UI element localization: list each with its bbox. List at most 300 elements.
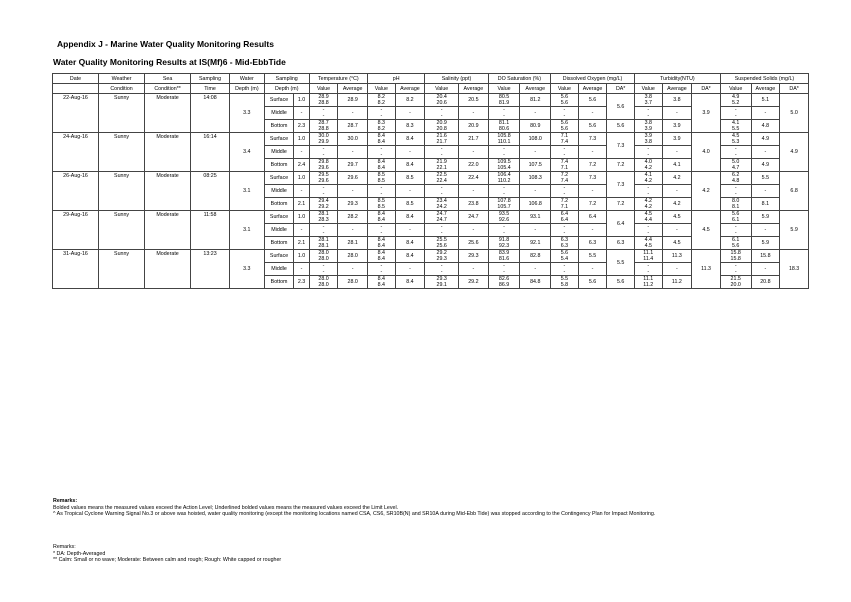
reading-value: 8.4 <box>377 276 385 282</box>
ph-values <box>368 237 396 250</box>
ph-average: 8.4 <box>395 159 425 172</box>
reading-value: 29.2 <box>436 250 447 256</box>
sampling-level-cell: Middle <box>264 263 294 276</box>
column-subheader: Average <box>338 84 368 94</box>
reading-value: 7.1 <box>560 204 569 210</box>
suspended-solids-values <box>720 185 751 198</box>
turbidity-da: 4.5 <box>692 211 721 250</box>
reading-value: - <box>647 146 650 152</box>
reading-value: 3.8 <box>644 120 652 126</box>
salinity-values <box>425 224 459 237</box>
column-subheader <box>53 84 99 94</box>
reading-value: 110.1 <box>497 139 511 145</box>
reading-value: 91.8 <box>498 237 510 243</box>
reading-value: 29.9 <box>318 139 329 145</box>
reading-value: - <box>440 230 443 236</box>
temperature-average: - <box>338 146 368 159</box>
reading-value: - <box>647 263 650 269</box>
reading-value: - <box>380 113 383 119</box>
weather-cell: Sunny <box>99 211 145 250</box>
do-saturation-average: - <box>520 146 551 159</box>
reading-value: 4.2 <box>644 198 652 204</box>
remarks-line: Bolded values means the measured values exceed the Action Level; Underlined bolded values means the measured values exceed the Limit Level. <box>53 504 399 511</box>
temperature-average: - <box>338 263 368 276</box>
reading-value: 29.5 <box>318 172 329 178</box>
reading-value: 4.1 <box>644 172 652 178</box>
dissolved-oxygen-average: - <box>578 146 607 159</box>
do-saturation-average: 108.0 <box>520 133 551 146</box>
dissolved-oxygen-values <box>551 107 579 120</box>
sampling-depth-cell: - <box>294 263 309 276</box>
suspended-solids-values <box>720 133 751 146</box>
turbidity-da: 4.0 <box>692 133 721 172</box>
suspended-solids-da: 4.9 <box>780 133 809 172</box>
sampling-time-cell: 14:08 <box>191 94 230 133</box>
salinity-average: 22.0 <box>459 159 489 172</box>
reading-value: 83.9 <box>498 250 510 256</box>
dissolved-oxygen-bottom: 6.3 <box>607 237 635 250</box>
weather-cell: Sunny <box>99 172 145 211</box>
reading-value: 7.4 <box>560 178 569 184</box>
reading-value: 29.6 <box>318 178 329 184</box>
suspended-solids-average: 8.1 <box>751 198 780 211</box>
dissolved-oxygen-bottom: 5.6 <box>607 120 635 133</box>
suspended-solids-values <box>720 172 751 185</box>
sampling-depth-cell: - <box>294 146 309 159</box>
do-saturation-values <box>488 146 520 159</box>
salinity-values <box>425 107 459 120</box>
sampling-depth-cell: - <box>294 224 309 237</box>
temperature-values <box>309 120 338 133</box>
suspended-solids-average: 5.9 <box>751 211 780 224</box>
salinity-values <box>425 211 459 224</box>
turbidity-values <box>634 159 662 172</box>
temperature-values <box>309 263 338 276</box>
do-saturation-values <box>488 237 520 250</box>
sampling-level-cell: Middle <box>264 107 294 120</box>
reading-value: 7.1 <box>560 133 569 139</box>
reading-value: 7.4 <box>560 139 569 145</box>
reading-value: - <box>440 224 443 230</box>
reading-value: - <box>647 191 650 197</box>
reading-value: 29.1 <box>436 282 447 288</box>
date-cell: 29-Aug-16 <box>53 211 99 250</box>
reading-value: 8.4 <box>377 211 385 217</box>
sampling-level-cell: Surface <box>264 133 294 146</box>
suspended-solids-values <box>720 276 751 289</box>
dissolved-oxygen-average: 6.4 <box>578 211 607 224</box>
suspended-solids-values <box>720 94 751 107</box>
turbidity-values <box>634 172 662 185</box>
sea-condition-cell: Moderate <box>145 133 191 172</box>
temperature-values <box>309 211 338 224</box>
reading-value: 81.1 <box>498 120 510 126</box>
dissolved-oxygen-average: 5.5 <box>578 250 607 263</box>
remarks-line: * DA: Depth-Averaged <box>53 550 106 557</box>
do-saturation-values <box>488 172 520 185</box>
column-subheader: Average <box>459 84 489 94</box>
salinity-values <box>425 159 459 172</box>
ph-values <box>368 263 396 276</box>
date-cell: 22-Aug-16 <box>53 94 99 133</box>
dissolved-oxygen-values <box>551 185 579 198</box>
salinity-values <box>425 198 459 211</box>
turbidity-average: 11.2 <box>662 276 692 289</box>
turbidity-values <box>634 185 662 198</box>
do-saturation-values <box>488 224 520 237</box>
dissolved-oxygen-average: - <box>578 263 607 276</box>
reading-value: 28.1 <box>318 237 329 243</box>
suspended-solids-values <box>720 237 751 250</box>
reading-value: 8.4 <box>377 237 385 243</box>
reading-value: 22.4 <box>436 178 447 184</box>
dissolved-oxygen-average: 7.3 <box>578 133 607 146</box>
reading-value: 80.5 <box>498 94 510 100</box>
sampling-level-cell: Bottom <box>264 159 294 172</box>
reading-value: 8.2 <box>377 94 385 100</box>
date-cell: 24-Aug-16 <box>53 133 99 172</box>
reading-value: - <box>440 152 443 158</box>
column-subheader: Time <box>191 84 230 94</box>
reading-value: 28.8 <box>318 100 329 106</box>
do-saturation-values <box>488 263 520 276</box>
reading-value: 22.1 <box>436 165 447 171</box>
sampling-level-cell: Surface <box>264 250 294 263</box>
salinity-values <box>425 133 459 146</box>
do-saturation-average: - <box>520 224 551 237</box>
do-saturation-average: - <box>520 185 551 198</box>
reading-value: 81.9 <box>498 100 510 106</box>
reading-value: - <box>440 146 443 152</box>
remarks-title: Remarks: <box>53 544 76 550</box>
dissolved-oxygen-average: 5.6 <box>578 120 607 133</box>
dissolved-oxygen-values <box>551 133 579 146</box>
reading-value: - <box>503 191 505 197</box>
column-subheader: Value <box>551 84 579 94</box>
dissolved-oxygen-values <box>551 159 579 172</box>
salinity-average: 20.9 <box>459 120 489 133</box>
reading-value: 4.5 <box>644 211 652 217</box>
table-row <box>53 94 809 107</box>
temperature-values <box>309 185 338 198</box>
reading-value: - <box>322 230 325 236</box>
reading-value: - <box>322 185 325 191</box>
turbidity-average: 4.5 <box>662 211 692 224</box>
ph-values <box>368 198 396 211</box>
salinity-average: 22.4 <box>459 172 489 185</box>
reading-value: 29.3 <box>436 256 447 262</box>
reading-value: 8.0 <box>732 198 740 204</box>
column-subheader: Condition** <box>145 84 191 94</box>
suspended-solids-average: 4.8 <box>751 120 780 133</box>
suspended-solids-average: - <box>751 263 780 276</box>
column-subheader: Value <box>488 84 520 94</box>
reading-value: 4.0 <box>644 159 652 165</box>
temperature-values <box>309 133 338 146</box>
reading-value: 4.1 <box>732 120 740 126</box>
salinity-values <box>425 120 459 133</box>
reading-value: 11.1 <box>643 276 654 282</box>
suspended-solids-da: 6.8 <box>780 172 809 211</box>
turbidity-average: - <box>662 107 692 120</box>
suspended-solids-average: - <box>751 146 780 159</box>
salinity-average: 21.7 <box>459 133 489 146</box>
remarks-block <box>53 498 655 518</box>
reading-value: 5.3 <box>732 139 740 145</box>
suspended-solids-average: - <box>751 185 780 198</box>
reading-value: 6.2 <box>732 172 740 178</box>
reading-value: 4.2 <box>644 178 652 184</box>
reading-value: 28.3 <box>318 217 329 223</box>
sampling-depth-cell: 1.0 <box>294 94 309 107</box>
reading-value: 3.9 <box>644 126 652 132</box>
suspended-solids-average: 15.8 <box>751 250 780 263</box>
reading-value: 6.4 <box>560 211 569 217</box>
turbidity-values <box>634 224 662 237</box>
reading-value: 8.4 <box>377 217 385 223</box>
water-depth-cell: 3.3 <box>229 94 264 133</box>
sampling-level-cell: Surface <box>264 211 294 224</box>
ph-values <box>368 211 396 224</box>
temperature-average: 29.6 <box>338 172 368 185</box>
reading-value: - <box>440 107 443 113</box>
reading-value: - <box>322 191 325 197</box>
salinity-average: 29.2 <box>459 276 489 289</box>
temperature-values <box>309 172 338 185</box>
turbidity-values <box>634 250 662 263</box>
reading-value: - <box>647 224 650 230</box>
reading-value: 8.4 <box>377 282 385 288</box>
do-saturation-values <box>488 107 520 120</box>
dissolved-oxygen-average: 7.2 <box>578 198 607 211</box>
reading-value: 24.7 <box>436 211 447 217</box>
sampling-level-cell: Middle <box>264 146 294 159</box>
reading-value: 29.6 <box>318 165 329 171</box>
suspended-solids-values <box>720 107 751 120</box>
column-header: Dissolved Oxygen (mg/L) <box>551 74 635 84</box>
reading-value: 5.5 <box>560 276 569 282</box>
reading-value: 3.8 <box>644 94 652 100</box>
turbidity-average: 4.2 <box>662 172 692 185</box>
salinity-average: - <box>459 263 489 276</box>
reading-value: 5.6 <box>560 120 569 126</box>
reading-value: - <box>563 224 566 230</box>
sampling-level-cell: Bottom <box>264 120 294 133</box>
reading-value: - <box>734 224 737 230</box>
dissolved-oxygen-average: 5.6 <box>578 94 607 107</box>
do-saturation-average: 108.3 <box>520 172 551 185</box>
water-quality-table <box>52 73 809 289</box>
suspended-solids-da: 18.3 <box>780 250 809 289</box>
reading-value: 7.2 <box>560 198 569 204</box>
sea-condition-cell: Moderate <box>145 211 191 250</box>
reading-value: 11.4 <box>643 256 654 262</box>
dissolved-oxygen-average: 7.3 <box>578 172 607 185</box>
reading-value: - <box>563 107 566 113</box>
sea-condition-cell: Moderate <box>145 94 191 133</box>
turbidity-average: - <box>662 224 692 237</box>
column-header: pH <box>368 74 425 84</box>
turbidity-average: 3.9 <box>662 133 692 146</box>
reading-value: 8.4 <box>377 139 385 145</box>
table-row <box>53 133 809 146</box>
column-subheader: Value <box>309 84 338 94</box>
column-subheader: DA* <box>780 84 809 94</box>
reading-value: 29.8 <box>318 159 329 165</box>
table-row <box>53 250 809 263</box>
temperature-values <box>309 276 338 289</box>
turbidity-da: 4.2 <box>692 172 721 211</box>
salinity-average: - <box>459 224 489 237</box>
reading-value: - <box>322 263 325 269</box>
reading-value: 8.4 <box>377 256 385 262</box>
reading-value: - <box>647 152 650 158</box>
page-subtitle: Water Quality Monitoring Results at IS(Mf)6 - Mid-EbbTide <box>53 57 286 67</box>
sampling-level-cell: Bottom <box>264 276 294 289</box>
sampling-time-cell: 08:25 <box>191 172 230 211</box>
temperature-average: 28.0 <box>338 250 368 263</box>
reading-value: - <box>647 230 650 236</box>
temperature-values <box>309 198 338 211</box>
sampling-level-cell: Bottom <box>264 237 294 250</box>
reading-value: 6.1 <box>732 217 740 223</box>
dissolved-oxygen-values <box>551 198 579 211</box>
ph-average: 8.4 <box>395 276 425 289</box>
column-subheader: Average <box>395 84 425 94</box>
reading-value: - <box>322 224 325 230</box>
reading-value: 6.3 <box>560 243 569 249</box>
dissolved-oxygen-values <box>551 224 579 237</box>
sampling-time-cell: 16:14 <box>191 133 230 172</box>
reading-value: 92.3 <box>498 243 510 249</box>
ph-average: 8.4 <box>395 250 425 263</box>
turbidity-average: 4.1 <box>662 159 692 172</box>
table-row <box>53 211 809 224</box>
reading-value: 4.2 <box>644 165 652 171</box>
reading-value: 21.6 <box>436 133 447 139</box>
reading-value: 8.4 <box>377 250 385 256</box>
weather-cell: Sunny <box>99 94 145 133</box>
salinity-values <box>425 94 459 107</box>
reading-value: - <box>563 269 566 275</box>
reading-value: - <box>440 263 443 269</box>
reading-value: 4.7 <box>732 165 740 171</box>
reading-value: - <box>440 269 443 275</box>
turbidity-values <box>634 146 662 159</box>
reading-value: 81.6 <box>498 256 510 262</box>
do-saturation-average: - <box>520 107 551 120</box>
do-saturation-average: 92.1 <box>520 237 551 250</box>
salinity-values <box>425 237 459 250</box>
reading-value: 8.5 <box>377 172 385 178</box>
sampling-level-cell: Surface <box>264 172 294 185</box>
column-subheader: DA* <box>692 84 721 94</box>
ph-average: 8.4 <box>395 133 425 146</box>
reading-value: 6.4 <box>560 217 569 223</box>
suspended-solids-values <box>720 146 751 159</box>
ph-average: 8.2 <box>395 94 425 107</box>
sampling-depth-cell: 1.0 <box>294 211 309 224</box>
water-depth-cell: 3.1 <box>229 211 264 250</box>
temperature-average: 28.0 <box>338 276 368 289</box>
reading-value: - <box>563 185 566 191</box>
reading-value: - <box>503 224 505 230</box>
temperature-average: 28.2 <box>338 211 368 224</box>
column-subheader: Depth (m) <box>229 84 264 94</box>
do-saturation-values <box>488 94 520 107</box>
dissolved-oxygen-average: 7.2 <box>578 159 607 172</box>
sampling-depth-cell: - <box>294 185 309 198</box>
reading-value: - <box>563 113 566 119</box>
sampling-level-cell: Surface <box>264 94 294 107</box>
remarks-block <box>53 544 281 564</box>
reading-value: 28.1 <box>318 243 329 249</box>
do-saturation-average: 80.9 <box>520 120 551 133</box>
water-depth-cell: 3.4 <box>229 133 264 172</box>
remarks-line: ** Calm: Small or no wave; Moderate: Between calm and rough; Rough: White capped or rougher <box>53 557 282 564</box>
reading-value: 5.6 <box>560 100 569 106</box>
ph-values <box>368 107 396 120</box>
reading-value: 6.3 <box>560 237 569 243</box>
suspended-solids-average: 5.9 <box>751 237 780 250</box>
column-header: DO Saturation (%) <box>488 74 550 84</box>
ph-average: - <box>395 224 425 237</box>
reading-value: 29.2 <box>318 204 329 210</box>
reading-value: 29.4 <box>318 198 329 204</box>
turbidity-average: - <box>662 185 692 198</box>
salinity-average: 23.8 <box>459 198 489 211</box>
ph-average: - <box>395 146 425 159</box>
reading-value: 24.2 <box>436 204 447 210</box>
salinity-average: 29.3 <box>459 250 489 263</box>
reading-value: 28.0 <box>318 256 329 262</box>
reading-value: 20.0 <box>730 282 741 288</box>
ph-average: 8.4 <box>395 211 425 224</box>
suspended-solids-values <box>720 198 751 211</box>
turbidity-values <box>634 107 662 120</box>
suspended-solids-values <box>720 250 751 263</box>
ph-average: 8.4 <box>395 237 425 250</box>
dissolved-oxygen-values <box>551 172 579 185</box>
reading-value: 8.5 <box>377 204 385 210</box>
reading-value: 28.0 <box>318 250 329 256</box>
sampling-depth-cell: 1.0 <box>294 133 309 146</box>
sampling-depth-cell: - <box>294 107 309 120</box>
weather-cell: Sunny <box>99 133 145 172</box>
dissolved-oxygen-bottom: 7.2 <box>607 159 635 172</box>
reading-value: 5.6 <box>560 126 569 132</box>
temperature-values <box>309 224 338 237</box>
reading-value: - <box>503 107 505 113</box>
sampling-depth-cell: 1.0 <box>294 250 309 263</box>
ph-average: 8.5 <box>395 198 425 211</box>
reading-value: 28.9 <box>318 94 329 100</box>
column-subheader: Average <box>578 84 607 94</box>
temperature-average: 30.0 <box>338 133 368 146</box>
suspended-solids-values <box>720 224 751 237</box>
column-header: Turbidity(NTU) <box>634 74 720 84</box>
reading-value: 4.4 <box>644 237 652 243</box>
table-row <box>53 172 809 185</box>
reading-value: - <box>440 191 443 197</box>
reading-value: - <box>734 191 737 197</box>
dissolved-oxygen-values <box>551 237 579 250</box>
reading-value: 5.8 <box>560 282 569 288</box>
suspended-solids-average: 20.8 <box>751 276 780 289</box>
column-header: Temperature (°C) <box>309 74 367 84</box>
temperature-values <box>309 237 338 250</box>
reading-value: 28.0 <box>318 282 329 288</box>
